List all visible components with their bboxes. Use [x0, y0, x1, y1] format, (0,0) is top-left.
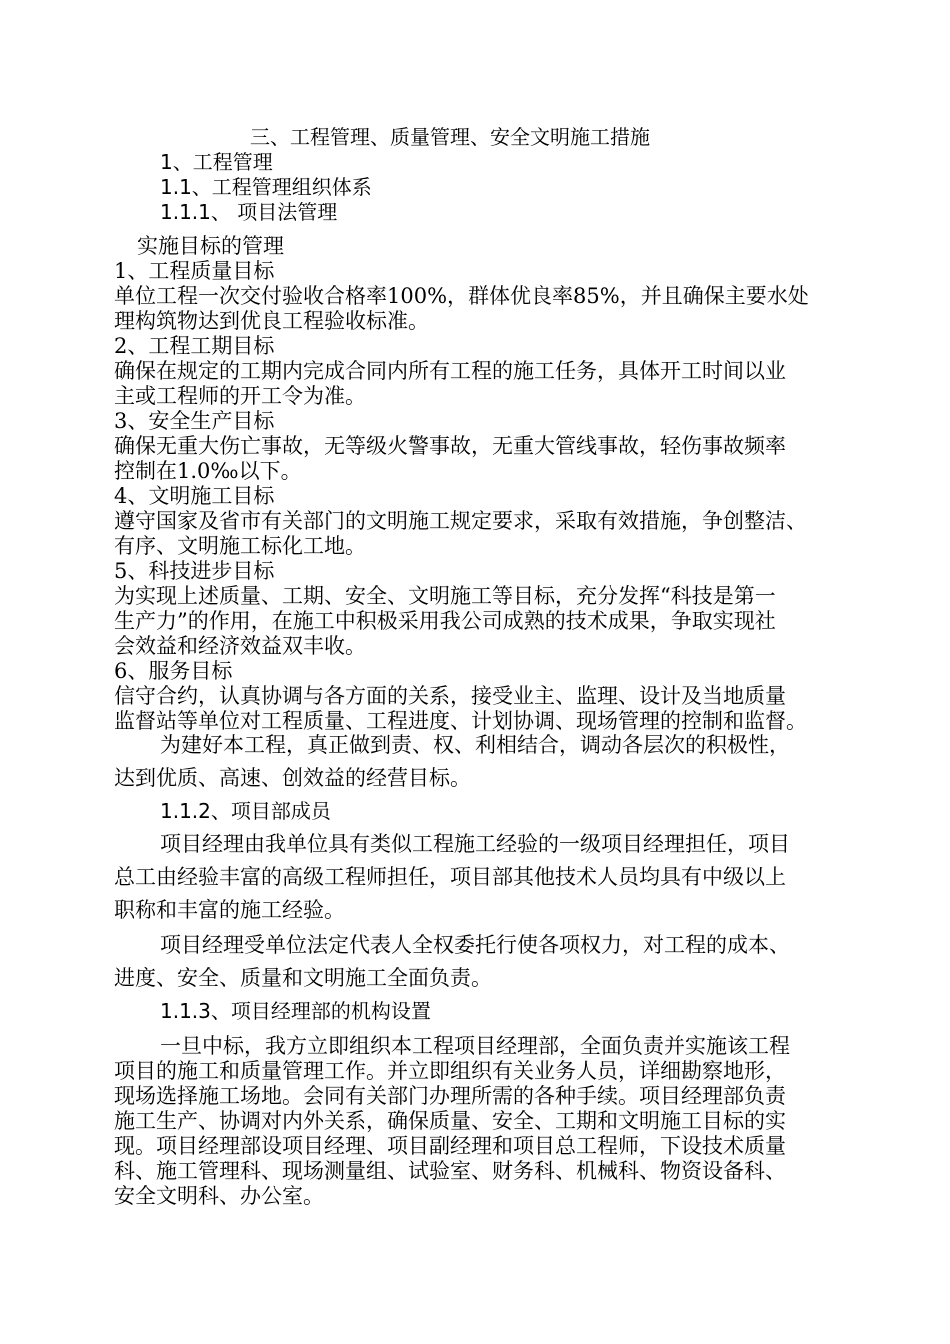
- org-line: 施工生产、协调对内外关系，确保质量、安全、工期和文明施工目标的实: [114, 1109, 786, 1133]
- members-line: 项目经理由我单位具有类似工程施工经验的一级项目经理担任，项目: [160, 832, 790, 856]
- goal-text-line: 信守合约，认真协调与各方面的关系，接受业主、监理、设计及当地质量: [114, 684, 786, 708]
- org-line: 科、施工管理科、现场测量组、试验室、财务科、机械科、物资设备科、: [114, 1159, 786, 1183]
- goal-heading: 4、文明施工目标: [114, 484, 275, 508]
- goal-heading: 2、工程工期目标: [114, 334, 275, 358]
- goal-text-line: 确保在规定的工期内完成合同内所有工程的施工任务，具体开工时间以业: [114, 359, 786, 383]
- goal-text-line: 理构筑物达到优良工程验收标准。: [114, 309, 429, 333]
- heading-1: 1、工程管理: [160, 150, 273, 174]
- goal-text-line: 监督站等单位对工程质量、工程进度、计划协调、现场管理的控制和监督。: [114, 709, 807, 733]
- goal-heading: 5、科技进步目标: [114, 559, 275, 583]
- heading-1-1-1: 1.1.1、 项目法管理: [160, 200, 338, 224]
- section-title: 三、工程管理、质量管理、安全文明施工措施: [250, 125, 650, 149]
- goal-heading: 3、安全生产目标: [114, 409, 275, 433]
- org-line: 现场选择施工场地。会同有关部门办理所需的各种手续。项目经理部负责: [114, 1084, 786, 1108]
- goal-heading: 1、工程质量目标: [114, 259, 275, 283]
- summary-line: 为建好本工程，真正做到责、权、利相结合，调动各层次的积极性，: [160, 733, 790, 757]
- org-line: 现。项目经理部设项目经理、项目副经理和项目总工程师，下设技术质量: [114, 1134, 786, 1158]
- members-line: 进度、安全、质量和文明施工全面负责。: [114, 966, 492, 990]
- goal-text-line: 为实现上述质量、工期、安全、文明施工等目标，充分发挥“科技是第一: [114, 584, 776, 608]
- goal-text-line: 单位工程一次交付验收合格率100%，群体优良率85%，并且确保主要水处: [114, 284, 809, 308]
- goal-text-line: 遵守国家及省市有关部门的文明施工规定要求，采取有效措施，争创整洁、: [114, 509, 807, 533]
- goal-heading: 6、服务目标: [114, 659, 233, 683]
- goal-text-line: 生产力”的作用，在施工中积极采用我公司成熟的技术成果，争取实现社: [114, 609, 776, 633]
- goal-text-line: 主或工程师的开工令为准。: [114, 384, 366, 408]
- org-line: 项目的施工和质量管理工作。并立即组织有关业务人员，详细勘察地形，: [114, 1059, 786, 1083]
- goal-text-line: 有序、文明施工标化工地。: [114, 534, 366, 558]
- heading-1-1: 1.1、工程管理组织体系: [160, 175, 372, 199]
- goals-intro: 实施目标的管理: [137, 234, 284, 258]
- org-line: 一旦中标，我方立即组织本工程项目经理部，全面负责并实施该工程: [160, 1034, 790, 1058]
- goal-text-line: 会效益和经济效益双丰收。: [114, 634, 366, 658]
- goal-text-line: 控制在1.0‰以下。: [114, 459, 302, 483]
- heading-1-1-3: 1.1.3、项目经理部的机构设置: [160, 999, 431, 1023]
- org-line: 安全文明科、办公室。: [114, 1184, 324, 1208]
- members-line: 总工由经验丰富的高级工程师担任，项目部其他技术人员均具有中级以上: [114, 865, 786, 889]
- heading-1-1-2: 1.1.2、项目部成员: [160, 799, 331, 823]
- goal-text-line: 确保无重大伤亡事故，无等级火警事故，无重大管线事故，轻伤事故频率: [114, 434, 786, 458]
- summary-line: 达到优质、高速、创效益的经营目标。: [114, 766, 471, 790]
- members-line: 职称和丰富的施工经验。: [114, 898, 345, 922]
- members-line: 项目经理受单位法定代表人全权委托行使各项权力，对工程的成本、: [160, 933, 790, 957]
